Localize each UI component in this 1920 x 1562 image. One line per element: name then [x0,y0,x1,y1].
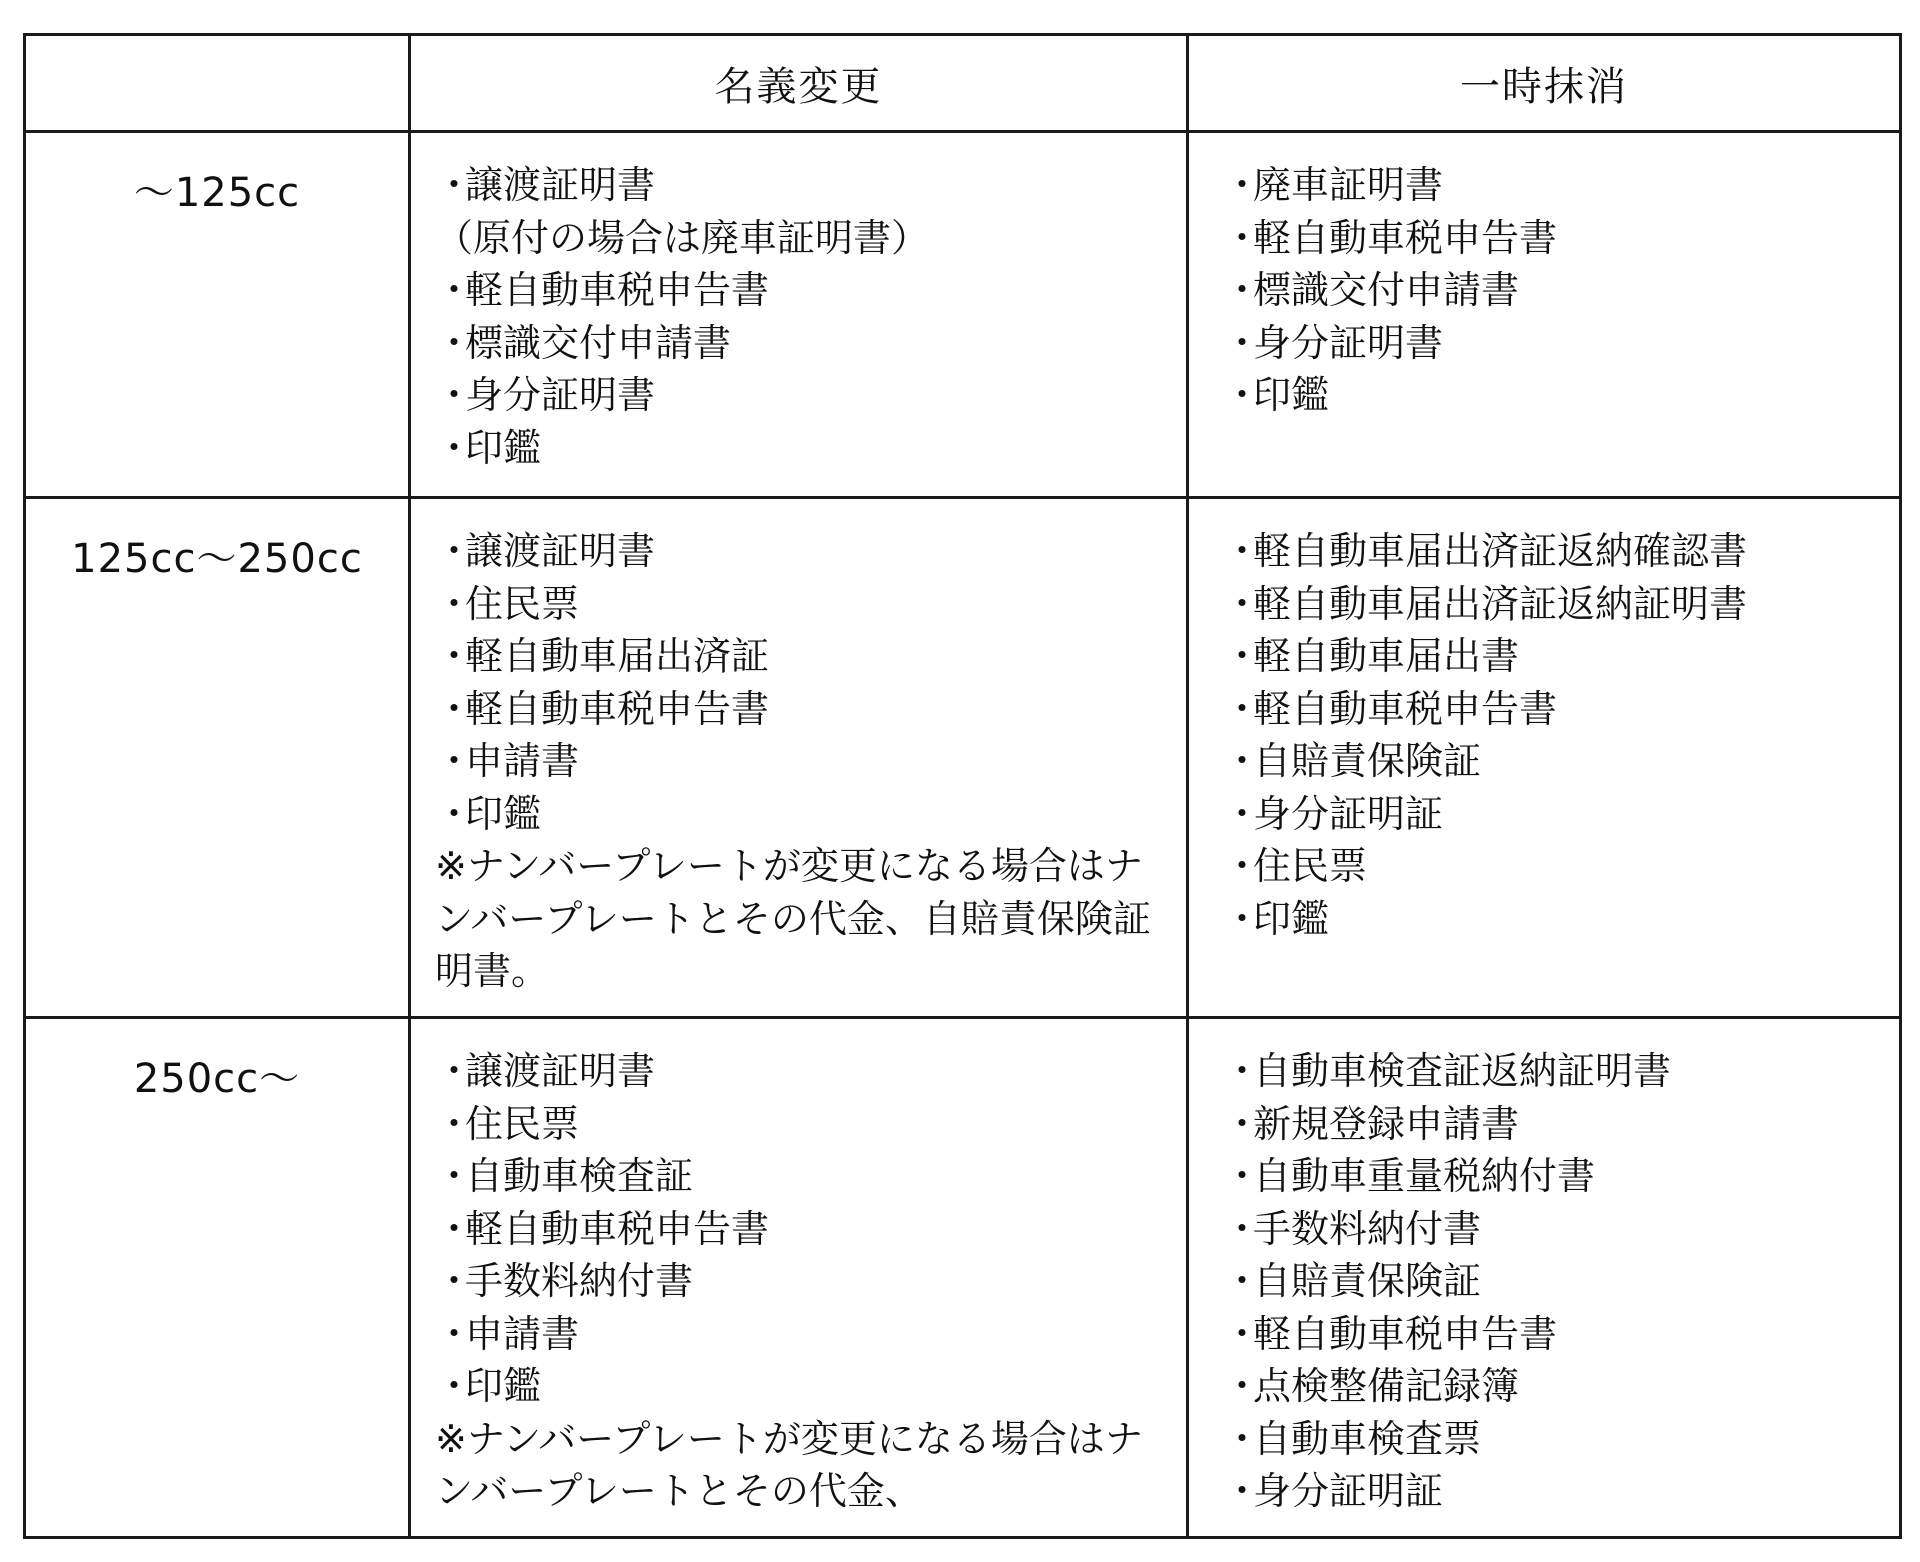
list-item-text: 自動車重量税納付書 [1253,1154,1596,1198]
table-row [25,1018,1901,1538]
list-item-text: 自賠責保険証 [1253,1259,1482,1303]
bullet-mark: ・ [435,529,474,573]
list-item-text: 点検整備記録簿 [1253,1364,1520,1408]
list-item [435,369,1186,422]
list-item [1223,525,1899,578]
bullet-mark: ・ [1223,1364,1262,1408]
list-item [1223,683,1899,736]
list-item [1223,1413,1899,1466]
list-item [435,578,1186,631]
list-item [1223,735,1899,788]
cancel-list [1189,133,1899,422]
bullet-mark: ・ [1223,634,1262,678]
list-item [1223,1045,1899,1098]
list-item-text: 廃車証明書 [1253,163,1444,207]
license-plate-note: ※ナンバープレートが変更になる場合はナンバープレートとその代金、 [435,1416,1143,1513]
list-item [435,735,1186,788]
bullet-mark: ・ [435,320,474,365]
list-item-text: 軽自動車届出済証返納確認書 [1253,529,1748,573]
bullet-mark: ・ [435,634,474,678]
transfer-cell [410,1018,1188,1538]
list-item [1223,1308,1899,1361]
list-item-text: 身分証明証 [1253,1469,1444,1513]
list-item [1223,1255,1899,1308]
list-item [1223,578,1899,631]
list-item-text: （原付の場合は廃車証明書） [435,215,930,260]
list-item [435,683,1186,736]
list-item-text: 譲渡証明書 [465,529,656,573]
list-item [435,630,1186,683]
bullet-mark: ・ [1223,1311,1262,1356]
list-item [1223,788,1899,841]
table-row [25,498,1901,1018]
documents-table [23,33,1902,1539]
transfer-cell [410,498,1188,1018]
bullet-mark: ・ [1223,1154,1262,1198]
list-item-text: 印鑑 [1253,896,1330,941]
list-item-text: 手数料納付書 [465,1259,694,1303]
list-item-text: 印鑑 [465,425,542,470]
bullet-mark: ・ [435,686,474,731]
bullet-mark: ・ [435,739,474,783]
list-item-text: 手数料納付書 [1253,1206,1482,1251]
bullet-mark: ・ [1223,844,1262,888]
bullet-mark: ・ [1223,581,1262,626]
list-item [435,1255,1186,1308]
list-item-text: 身分証明証 [1253,791,1444,836]
list-item-text: 新規登録申請書 [1253,1101,1520,1146]
list-item-text: 軽自動車届出書 [1253,634,1520,678]
bullet-mark: ・ [1223,163,1262,207]
list-item [435,788,1186,841]
list-item [1223,630,1899,683]
list-item-text: 自動車検査証 [465,1154,694,1198]
list-item [435,1045,1186,1098]
transfer-list [411,1019,1186,1413]
cancel-list [1189,499,1899,945]
list-item [1223,159,1899,212]
bullet-mark: ・ [435,1154,474,1198]
bullet-mark: ・ [1223,896,1262,941]
list-item-text: 標識交付申請書 [1253,268,1520,312]
list-item-text: 申請書 [465,739,580,783]
bullet-mark: ・ [435,268,474,312]
bullet-mark: ・ [435,1206,474,1251]
bullet-mark: ・ [435,373,474,417]
bullet-mark: ・ [435,1101,474,1146]
list-item [435,212,1186,265]
list-item [1223,264,1899,317]
list-item-text: 譲渡証明書 [465,1049,656,1093]
license-plate-note: ※ナンバープレートが変更になる場合はナンバープレートとその代金、自賠責保険証明書。 [435,844,1151,993]
list-item-text: 軽自動車税申告書 [465,1206,770,1251]
list-item [1223,317,1899,370]
bullet-mark: ・ [1223,529,1262,573]
transfer-cell [410,132,1188,498]
cancel-list [1189,1019,1899,1518]
list-item-text: 自動車検査証返納証明書 [1253,1049,1672,1093]
list-item [435,1360,1186,1413]
table-row [25,132,1901,498]
list-item [435,159,1186,212]
list-item [435,1203,1186,1256]
transfer-list [411,499,1186,840]
list-item-text: 身分証明書 [465,373,656,417]
bullet-mark: ・ [435,425,474,470]
list-item-text: 自賠責保険証 [1253,739,1482,783]
list-item [1223,840,1899,893]
bullet-mark: ・ [1223,1101,1262,1146]
bullet-mark: ・ [435,163,474,207]
header-cell-cancel: 一時抹消 [1188,35,1901,132]
bullet-mark: ・ [1223,1469,1262,1513]
list-item [435,525,1186,578]
list-item-text: 印鑑 [1253,373,1330,417]
list-item [1223,1203,1899,1256]
list-item [1223,1098,1899,1151]
list-item-text: 自動車検査票 [1253,1416,1482,1461]
engine-class-label: 250cc～ [133,1056,301,1102]
cancel-cell [1188,132,1901,498]
bullet-mark: ・ [435,791,474,836]
list-item [1223,1150,1899,1203]
list-item [435,1308,1186,1361]
list-item-text: 譲渡証明書 [465,163,656,207]
list-item-text: 軽自動車税申告書 [1253,686,1558,731]
bullet-mark: ・ [1223,215,1262,260]
list-item-text: 軽自動車税申告書 [1253,1311,1558,1356]
list-item-text: 住民票 [465,581,580,626]
header-cell-transfer: 名義変更 [410,35,1188,132]
transfer-list [411,133,1186,474]
bullet-mark: ・ [1223,268,1262,312]
list-item-text: 軽自動車届出済証 [465,634,770,678]
cancel-cell [1188,498,1901,1018]
list-item [1223,1360,1899,1413]
list-item [435,317,1186,370]
list-item [1223,893,1899,946]
list-item-text: 身分証明書 [1253,320,1444,365]
bullet-mark: ・ [1223,686,1262,731]
bullet-mark: ・ [435,1049,474,1093]
list-item-text: 印鑑 [465,1364,542,1408]
bullet-mark: ・ [1223,373,1262,417]
list-item [435,1150,1186,1203]
engine-class-label: ～125cc [133,170,301,216]
header-cell-empty [25,35,410,132]
bullet-mark: ・ [1223,739,1262,783]
list-item [1223,212,1899,265]
cancel-cell [1188,1018,1901,1538]
bullet-mark: ・ [1223,791,1262,836]
bullet-mark: ・ [435,1259,474,1303]
list-item-text: 軽自動車税申告書 [1253,215,1558,260]
bullet-mark: ・ [1223,1259,1262,1303]
list-item-text: 軽自動車税申告書 [465,686,770,731]
list-item [1223,1465,1899,1518]
list-item-text: 申請書 [465,1311,580,1356]
header-row [25,35,1901,132]
row-label-cell [25,1018,410,1538]
bullet-mark: ・ [1223,1049,1262,1093]
row-label-cell [25,498,410,1018]
list-item-text: 軽自動車税申告書 [465,268,770,312]
bullet-mark: ・ [1223,1416,1262,1461]
list-item-text: 住民票 [465,1101,580,1146]
bullet-mark: ・ [435,581,474,626]
bullet-mark: ・ [435,1364,474,1408]
bullet-mark: ・ [435,1311,474,1356]
list-item-text: 軽自動車届出済証返納証明書 [1253,581,1748,626]
list-item-text: 標識交付申請書 [465,320,732,365]
list-item [435,1098,1186,1151]
list-item [435,422,1186,475]
list-item [435,264,1186,317]
list-item-text: 印鑑 [465,791,542,836]
list-item-text: 住民票 [1253,844,1368,888]
list-item [1223,369,1899,422]
bullet-mark: ・ [1223,320,1262,365]
row-label-cell [25,132,410,498]
bullet-mark: ・ [1223,1206,1262,1251]
engine-class-label: 125cc～250cc [71,536,363,582]
